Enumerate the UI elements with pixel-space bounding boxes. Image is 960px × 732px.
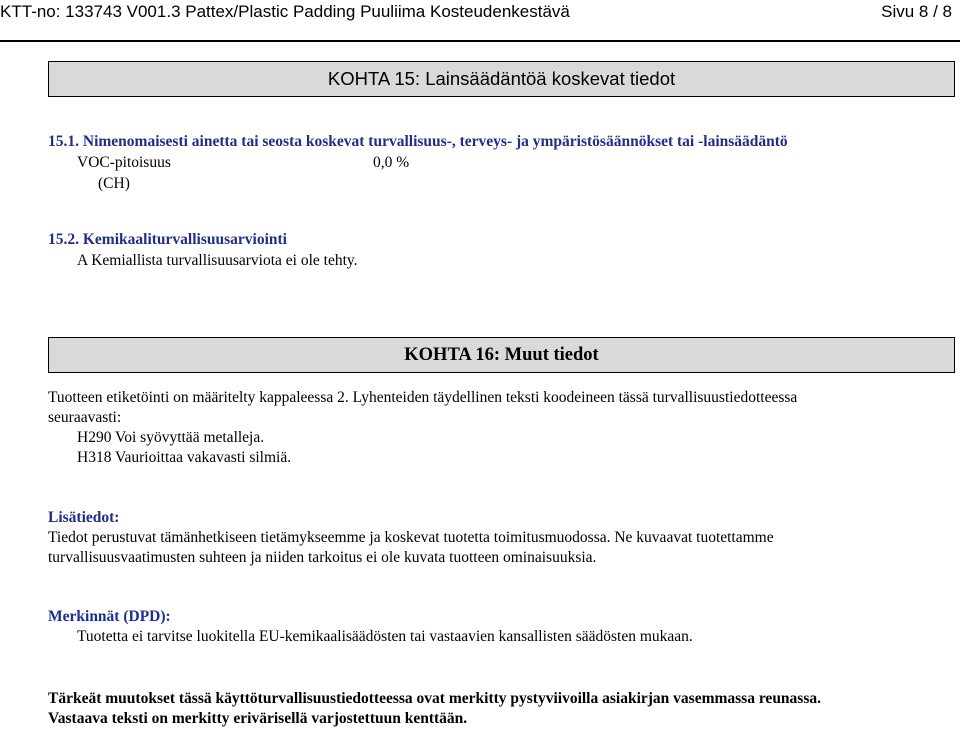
voc-value: 0,0 % — [373, 154, 410, 171]
page-number: Sivu 8 / 8 — [881, 2, 952, 21]
hazard-statement-h290: H290 Voi syövyttää metalleja. — [77, 429, 265, 446]
labelling-intro-line-1: Tuotteen etiketöinti on määritelty kappaleessa 2. Lyhenteiden täydellinen teksti koodeineen tässä turvallisuustiedotteessa — [48, 389, 798, 406]
hazard-statement-h318: H318 Vaurioittaa vakavasti silmiä. — [77, 449, 292, 466]
subsection-15-1-title: Nimenomaisesti ainetta tai seosta koskevat turvallisuus-, terveys- ja ympäristösäännökset tai -lainsäädäntö — [82, 133, 788, 150]
additional-info-line-1: Tiedot perustuvat tämänhetkiseen tietämykseemme ja koskevat tuotetta toimitusmuodossa. Ne kuvaavat tuotettamme — [48, 529, 774, 546]
document-header-id: KTT-no: 133743 V001.3 Pattex/Plastic Padding Puuliima Kosteudenkestävä — [0, 2, 570, 21]
subsection-15-2-heading — [48, 231, 287, 249]
subsection-15-1-heading — [48, 133, 788, 151]
subsection-15-2-title: Kemikaaliturvallisuusarviointi — [82, 231, 287, 248]
dpd-text: Tuotetta ei tarvitse luokitella EU-kemikaalisäädösten tai vastaavien kansallisten säädösten mukaan. — [77, 628, 693, 645]
section-15-heading: KOHTA 15: Lainsäädäntöä koskevat tiedot — [48, 61, 955, 97]
voc-label: VOC-pitoisuus — [77, 154, 171, 171]
additional-info-line-2: turvallisuusvaatimusten suhteen ja niiden tarkoitus ei ole kuvata tuotteen ominaisuuksia. — [48, 549, 597, 566]
labelling-intro-line-2: seuraavasti: — [48, 409, 122, 426]
subsection-15-2-number: 15.2. — [48, 231, 79, 248]
dpd-label: Merkinnät (DPD): — [48, 608, 171, 625]
voc-note: (CH) — [98, 175, 130, 192]
chemical-safety-assessment-text: A Kemiallista turvallisuusarviota ei ole tehty. — [77, 252, 358, 269]
header-divider — [0, 40, 960, 42]
additional-info-label: Lisätiedot: — [48, 509, 120, 526]
subsection-15-1-number: 15.1. — [48, 133, 79, 150]
important-changes-line-1: Tärkeät muutokset tässä käyttöturvallisuustiedotteessa ovat merkitty pystyviivoilla asiakirjan vasemmassa reunassa. — [48, 690, 821, 707]
section-16-heading: KOHTA 16: Muut tiedot — [48, 337, 955, 373]
important-changes-line-2: Vastaava teksti on merkitty erivärisellä varjostettuun kenttään. — [48, 710, 468, 727]
